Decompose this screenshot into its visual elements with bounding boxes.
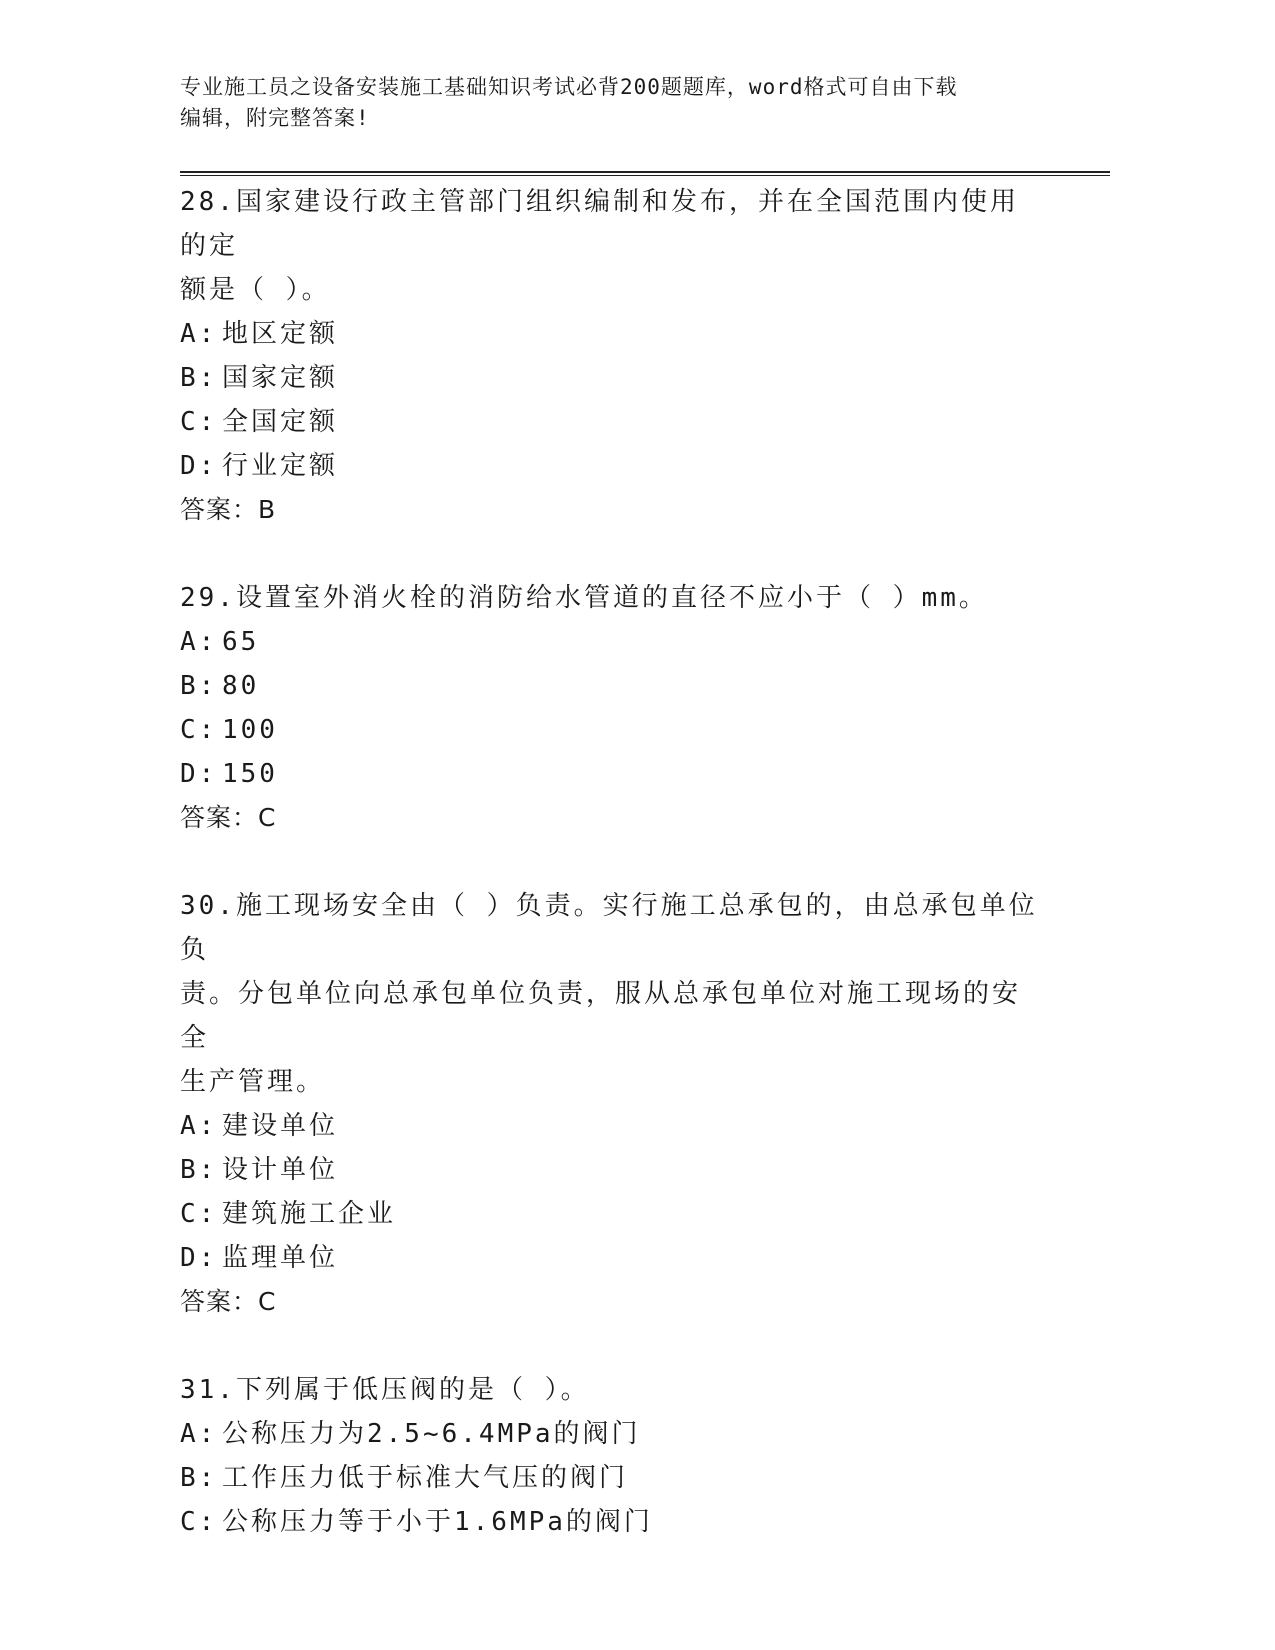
- option-text: 建筑施工企业: [222, 1199, 397, 1229]
- question-29: [180, 576, 1040, 840]
- question-stem: 30.施工现场安全由（ ）负责。实行施工总承包的，由总承包单位负: [180, 891, 1038, 965]
- option-text: 工作压力低于标准大气压的阀门: [222, 1463, 629, 1493]
- option-a: [180, 1412, 1040, 1456]
- answer-line: 答案：B: [180, 495, 277, 524]
- option-text: 80: [222, 671, 260, 701]
- option-letter: A:: [180, 1111, 218, 1141]
- option-text: 150: [222, 759, 278, 789]
- option-d: [180, 444, 1040, 488]
- answer-line: 答案：C: [180, 803, 277, 832]
- option-b: [180, 1148, 1040, 1192]
- question-stem: 31.下列属于低压阀的是（ ）。: [180, 1375, 590, 1405]
- option-b: [180, 1456, 1040, 1500]
- question-stem: 额是（ ）。: [180, 275, 331, 305]
- answer-line: 答案：C: [180, 1287, 277, 1316]
- question-stem: 28.国家建设行政主管部门组织编制和发布，并在全国范围内使用的定: [180, 187, 1019, 261]
- question-list: [180, 180, 1040, 1588]
- option-letter: D:: [180, 451, 218, 481]
- option-a: [180, 1104, 1040, 1148]
- option-c: [180, 708, 1040, 752]
- question-stem: 责。分包单位向总承包单位负责，服从总承包单位对施工现场的安全: [180, 979, 1022, 1053]
- option-text: 监理单位: [222, 1243, 339, 1273]
- option-letter: A:: [180, 1419, 218, 1449]
- option-d: [180, 752, 1040, 796]
- option-text: 公称压力等于小于1.6MPa的阀门: [222, 1507, 653, 1537]
- option-letter: B:: [180, 1155, 218, 1185]
- option-letter: A:: [180, 627, 218, 657]
- option-text: 设计单位: [222, 1155, 339, 1185]
- option-text: 地区定额: [222, 319, 339, 349]
- option-text: 公称压力为2.5~6.4MPa的阀门: [222, 1419, 641, 1449]
- option-c: [180, 1192, 1040, 1236]
- option-c: [180, 1500, 1040, 1544]
- option-letter: B:: [180, 1463, 218, 1493]
- header-divider: [180, 171, 1110, 176]
- option-text: 100: [222, 715, 278, 745]
- option-letter: C:: [180, 715, 218, 745]
- option-text: 国家定额: [222, 363, 339, 393]
- option-a: [180, 620, 1040, 664]
- question-stem: 29.设置室外消火栓的消防给水管道的直径不应小于（ ）mm。: [180, 583, 988, 613]
- option-letter: D:: [180, 1243, 218, 1273]
- header-line-2: 编辑，附完整答案!: [180, 106, 370, 130]
- option-d: [180, 1236, 1040, 1280]
- document-header: [180, 72, 1040, 134]
- question-stem: 生产管理。: [180, 1067, 326, 1097]
- option-a: [180, 312, 1040, 356]
- option-letter: C:: [180, 1507, 218, 1537]
- option-c: [180, 400, 1040, 444]
- header-line-1: 专业施工员之设备安装施工基础知识考试必背200题题库，word格式可自由下载: [180, 75, 958, 99]
- option-letter: D:: [180, 759, 218, 789]
- option-text: 建设单位: [222, 1111, 339, 1141]
- option-letter: C:: [180, 407, 218, 437]
- question-28: [180, 180, 1040, 532]
- option-letter: B:: [180, 363, 218, 393]
- option-letter: A:: [180, 319, 218, 349]
- option-b: [180, 664, 1040, 708]
- option-letter: B:: [180, 671, 218, 701]
- option-letter: C:: [180, 1199, 218, 1229]
- option-text: 全国定额: [222, 407, 339, 437]
- option-b: [180, 356, 1040, 400]
- question-30: [180, 884, 1040, 1324]
- option-text: 行业定额: [222, 451, 339, 481]
- question-31: [180, 1368, 1040, 1544]
- option-text: 65: [222, 627, 260, 657]
